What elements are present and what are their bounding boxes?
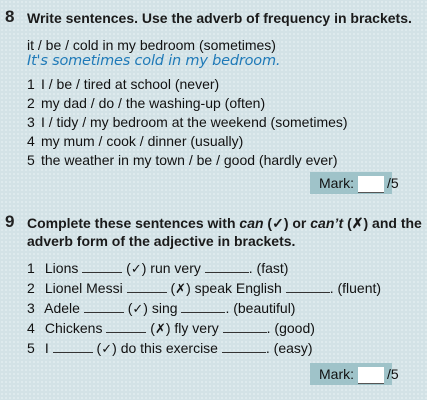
item-number: 1 <box>27 76 35 92</box>
cross-icon: ✗ <box>154 322 166 337</box>
exercise-8-prompt: it / be / cold in my bedroom (sometimes) <box>27 37 276 53</box>
item-number: 2 <box>27 280 35 296</box>
exercise-8-title: Write sentences. Use the adverb of frequency in brackets. <box>27 10 412 26</box>
exercise-9-item: 2 Lionel Messi (✗) speak English . (fluent) <box>27 280 382 297</box>
item-number: 3 <box>27 300 35 316</box>
exercise-8-item <box>27 113 348 131</box>
answer-blank[interactable] <box>127 280 167 293</box>
exercise-8-example-answer: It's sometimes cold in my bedroom. <box>27 53 281 69</box>
title-part: (✗) and the <box>343 215 422 231</box>
item-number: 2 <box>27 95 35 111</box>
item-subject: Chickens <box>44 320 103 336</box>
answer-blank[interactable] <box>223 320 267 333</box>
answer-blank[interactable] <box>205 260 249 273</box>
mark-input[interactable] <box>358 176 384 193</box>
mark-total: /5 <box>387 366 399 382</box>
exercise-8-item <box>27 132 243 150</box>
title-can: can <box>239 215 264 231</box>
answer-blank[interactable] <box>84 300 124 313</box>
exercise-9-item: 1 Lions (✓) run very . (fast) <box>27 260 289 277</box>
exercise-9-number: 9 <box>5 212 15 231</box>
mark-label: Mark: <box>319 175 354 191</box>
title-part: Complete these sentences with <box>27 215 240 231</box>
item-text: the weather in my town / be / good (hardly ever) <box>41 152 338 168</box>
item-adjective: (fluent) <box>337 280 382 296</box>
item-verb: run very <box>150 260 201 276</box>
item-adjective: (fast) <box>256 260 289 276</box>
item-verb: speak English <box>194 280 282 296</box>
item-adjective: (easy) <box>273 340 313 356</box>
exercise-8-number: 8 <box>5 7 15 26</box>
item-verb: fly very <box>174 320 219 336</box>
check-icon: ✓ <box>132 302 144 317</box>
item-text: I / tidy / my bedroom at the weekend (sometimes) <box>41 114 348 130</box>
item-number: 5 <box>27 152 35 168</box>
item-subject: I <box>44 340 49 356</box>
item-subject: Adele <box>44 300 80 316</box>
answer-blank[interactable] <box>181 300 225 313</box>
item-adjective: (good) <box>274 320 315 336</box>
item-adjective: (beautiful) <box>233 300 296 316</box>
item-subject: Lions <box>44 260 79 276</box>
item-number: 1 <box>27 260 35 276</box>
mark-input[interactable] <box>358 367 384 384</box>
title-part: (✓) or <box>263 215 311 231</box>
item-number: 5 <box>27 340 35 356</box>
item-verb: do this exercise <box>120 340 218 356</box>
item-number: 4 <box>27 320 35 336</box>
exercise-8-item <box>27 94 265 112</box>
exercise-8-item <box>27 151 337 169</box>
exercise-9-item: 3 Adele (✓) sing . (beautiful) <box>27 300 296 317</box>
answer-blank[interactable] <box>82 260 122 273</box>
exercise-8-mark-box <box>310 172 399 194</box>
item-verb: sing <box>151 300 178 316</box>
answer-blank[interactable] <box>53 340 93 353</box>
item-number: 3 <box>27 114 35 130</box>
exercise-9-title <box>27 214 422 232</box>
cross-icon: ✗ <box>175 282 187 297</box>
answer-blank[interactable] <box>106 320 146 333</box>
check-icon: ✓ <box>130 262 142 277</box>
item-number: 4 <box>27 133 35 149</box>
mark-total: /5 <box>387 175 399 191</box>
exercise-9-item: 4 Chickens (✗) fly very . (good) <box>27 320 315 337</box>
answer-blank[interactable] <box>222 340 266 353</box>
exercise-9-mark-box <box>310 363 399 385</box>
answer-blank[interactable] <box>286 280 330 293</box>
exercise-8-item <box>27 75 219 93</box>
item-text: my mum / cook / dinner (usually) <box>41 133 244 149</box>
title-cant: can’t <box>310 215 344 231</box>
item-text: I / be / tired at school (never) <box>41 76 220 92</box>
exercise-9-title-line2: adverb form of the adjective in brackets. <box>27 233 296 249</box>
item-text: my dad / do / the washing-up (often) <box>41 95 266 111</box>
exercise-9-item: 5 I (✓) do this exercise . (easy) <box>27 340 313 357</box>
item-subject: Lionel Messi <box>44 280 123 296</box>
mark-label: Mark: <box>319 366 354 382</box>
check-icon: ✓ <box>101 342 113 357</box>
